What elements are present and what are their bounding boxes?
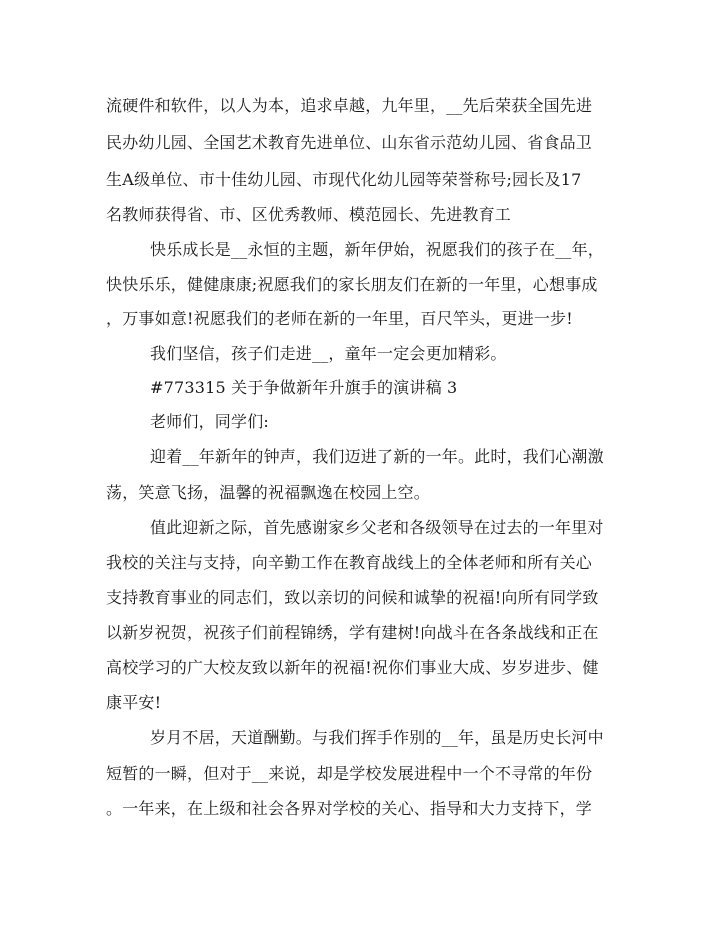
text-line: 。一年来，在上级和社会各界对学校的关心、指导和大力支持下，学 — [106, 799, 593, 818]
text-line: 康平安! — [106, 693, 162, 712]
text-line: 流硬件和软件，以人为本，追求卓越，九年里，__先后荣获全国先进 — [106, 96, 593, 115]
text-line: 快快乐乐，健健康康;祝愿我们的家长朋友们在新的一年里，心想事成 — [106, 275, 598, 294]
text-line: ，万事如意!祝愿我们的老师在新的一年里，百尺竿头，更进一步! — [106, 309, 573, 328]
paragraph-first-line: 快乐成长是__永恒的主题，新年伊始，祝愿我们的孩子在__年， — [150, 240, 605, 259]
text-line: 生A级单位、市十佳幼儿园、市现代化幼儿园等荣誉称号;园长及17 — [106, 170, 582, 189]
text-line: 高校学习的广大校友致以新年的祝福!祝你们事业大成、岁岁进步、健 — [106, 658, 599, 677]
text-line: 支持教育事业的同志们，致以亲切的问候和诚挚的祝福!向所有同学致 — [106, 588, 599, 607]
paragraph-first-line: 值此迎新之际，首先感谢家乡父老和各级领导在过去的一年里对 — [150, 518, 604, 537]
text-line: 以新岁祝贺，祝孩子们前程锦绣，学有建树!向战斗在各条战线和正在 — [106, 623, 599, 642]
salutation: 老师们，同学们: — [150, 412, 269, 431]
paragraph-first-line: 我们坚信，孩子们走进__，童年一定会更加精彩。 — [150, 344, 507, 363]
text-line: 短暂的一瞬，但对于__来说，却是学校发展进程中一个不寻常的年份 — [106, 764, 593, 783]
text-line: 名教师获得省、市、区优秀教师、模范园长、先进教育工 — [106, 205, 512, 224]
paragraph-first-line: 岁月不居，天道酬勤。与我们挥手作别的__年，虽是历史长河中 — [150, 728, 604, 747]
section-heading: #773315 关于争做新年升旗手的演讲稿 3 — [150, 378, 458, 397]
text-line: 民办幼儿园、全国艺术教育先进单位、山东省示范幼儿园、省食品卫 — [106, 133, 593, 152]
text-line: 我校的关注与支持，向辛勤工作在教育战线上的全体老师和所有关心 — [106, 553, 593, 572]
text-line: 荡，笑意飞扬，温馨的祝福飘逸在校园上空。 — [106, 483, 431, 502]
paragraph-first-line: 迎着__年新年的钟声，我们迈进了新的一年。此时，我们心潮激 — [150, 447, 604, 466]
